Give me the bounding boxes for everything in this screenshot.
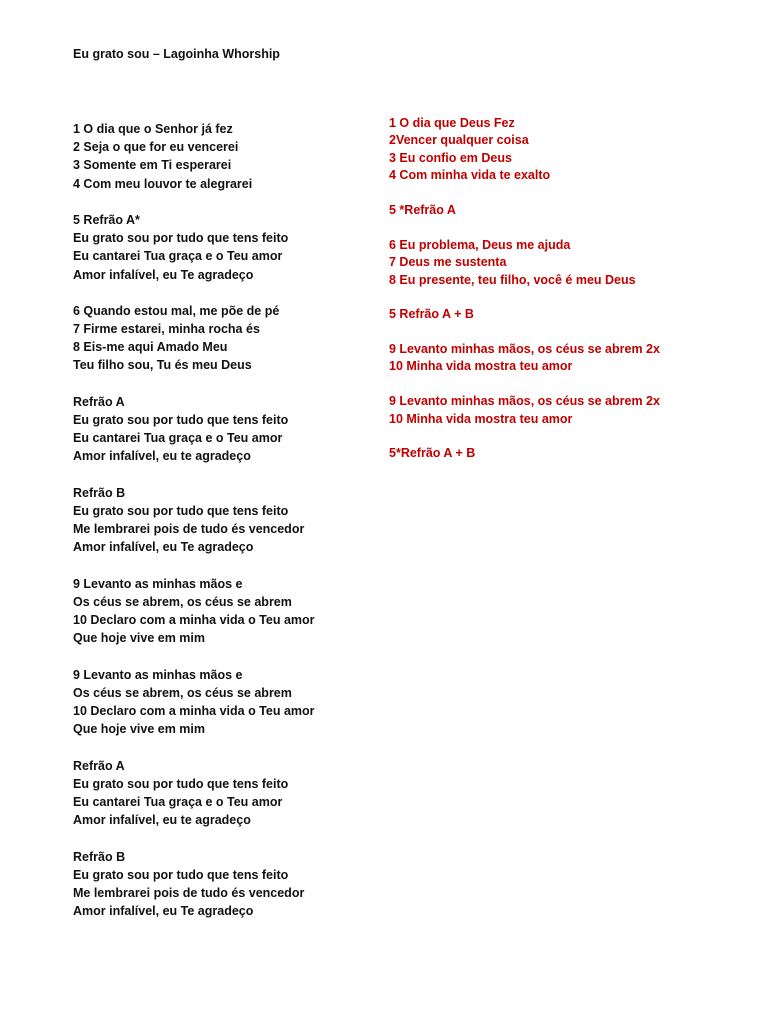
stanza-gap bbox=[389, 376, 660, 393]
stanza-gap bbox=[389, 219, 660, 236]
left-lyric-line: 8 Eis-me aqui Amado Meu bbox=[73, 340, 228, 355]
left-lyric-line: Eu cantarei Tua graça e o Teu amor bbox=[73, 431, 283, 446]
right-stanza bbox=[389, 237, 660, 289]
stanza-gap bbox=[389, 289, 660, 306]
left-lyric-line: Refrão A bbox=[73, 394, 125, 409]
left-lyric-line: Me lembrarei pois de tudo és vencedor bbox=[73, 885, 305, 900]
left-lyric-line: Teu filho sou, Tu és meu Deus bbox=[73, 358, 252, 373]
stanza-gap bbox=[73, 829, 315, 847]
left-lyric-line: 10 Declaro com a minha vida o Teu amor bbox=[73, 704, 315, 718]
right-lyric-line: 9 Levanto minhas mãos, os céus se abrem 2x bbox=[389, 394, 660, 409]
left-stanza bbox=[73, 484, 315, 557]
right-lyric-line: 6 Eu problema, Deus me ajuda bbox=[389, 237, 571, 252]
left-lyric-line: Amor infalível, eu Te agradeço bbox=[73, 904, 254, 919]
right-stanza bbox=[389, 306, 660, 323]
left-stanza bbox=[73, 120, 315, 193]
left-lyric-line: Eu grato sou por tudo que tens feito bbox=[73, 503, 289, 518]
left-lyric-line: Refrão B bbox=[73, 849, 126, 864]
left-stanza bbox=[73, 666, 315, 739]
left-lyric-line: Que hoje vive em mim bbox=[73, 631, 205, 646]
right-stanza bbox=[389, 115, 660, 185]
right-lyric-line: 8 Eu presente, teu filho, você é meu Deus bbox=[389, 272, 636, 287]
right-lyric-line: 2Vencer qualquer coisa bbox=[389, 133, 529, 148]
left-lyric-line: 9 Levanto as minhas mãos e bbox=[73, 576, 243, 591]
left-lyric-line: 5 Refrão A* bbox=[73, 212, 140, 227]
left-lyric-line: Me lembrarei pois de tudo és vencedor bbox=[73, 522, 305, 537]
left-stanza bbox=[73, 757, 315, 830]
stanza-gap bbox=[389, 324, 660, 341]
stanza-gap bbox=[389, 428, 660, 445]
right-lyric-line: 5 *Refrão A bbox=[389, 202, 456, 217]
right-lyric-line: 5*Refrão A + B bbox=[389, 446, 476, 461]
left-lyric-line: Eu cantarei Tua graça e o Teu amor bbox=[73, 794, 283, 809]
right-lyric-line: 10 Minha vida mostra teu amor bbox=[389, 411, 573, 426]
left-lyric-line: 2 Seja o que for eu vencerei bbox=[73, 140, 239, 155]
stanza-gap bbox=[73, 466, 315, 484]
right-stanza bbox=[389, 341, 660, 376]
left-lyric-line: Eu grato sou por tudo que tens feito bbox=[73, 776, 289, 791]
left-lyric-line: Eu cantarei Tua graça e o Teu amor bbox=[73, 249, 283, 264]
left-lyric-line: Refrão A bbox=[73, 758, 125, 773]
stanza-gap bbox=[73, 284, 315, 302]
stanza-gap bbox=[73, 557, 315, 575]
left-lyric-line: 4 Com meu louvor te alegrarei bbox=[73, 176, 253, 191]
document-title: Eu grato sou – Lagoinha Whorship bbox=[73, 47, 280, 61]
left-lyric-line: Amor infalível, eu Te agradeço bbox=[73, 267, 254, 282]
left-stanza bbox=[73, 575, 315, 648]
left-lyric-line: 7 Firme estarei, minha rocha és bbox=[73, 322, 260, 337]
left-lyric-line: 6 Quando estou mal, me põe de pé bbox=[73, 303, 280, 318]
left-stanza bbox=[73, 393, 315, 466]
stanza-gap bbox=[73, 647, 315, 665]
left-stanza bbox=[73, 302, 315, 375]
left-lyric-line: Que hoje vive em mim bbox=[73, 722, 205, 737]
stanza-gap bbox=[73, 193, 315, 211]
right-lyric-line: 1 O dia que Deus Fez bbox=[389, 116, 515, 130]
right-stanza bbox=[389, 393, 660, 428]
stanza-gap bbox=[73, 375, 315, 393]
lyrics-column-left bbox=[73, 120, 315, 920]
left-lyric-line: 9 Levanto as minhas mãos e bbox=[73, 667, 243, 682]
right-lyric-line: 5 Refrão A + B bbox=[389, 307, 474, 322]
left-stanza bbox=[73, 848, 315, 921]
stanza-gap bbox=[389, 185, 660, 202]
right-lyric-line: 3 Eu confio em Deus bbox=[389, 150, 512, 165]
left-lyric-line: 1 O dia que o Senhor já fez bbox=[73, 122, 233, 136]
left-lyric-line: Os céus se abrem, os céus se abrem bbox=[73, 594, 292, 609]
left-lyric-line: Amor infalível, eu te agradeço bbox=[73, 813, 251, 828]
right-stanza bbox=[389, 445, 660, 462]
right-lyric-line: 4 Com minha vida te exalto bbox=[389, 168, 551, 183]
lyrics-column-right bbox=[389, 115, 660, 463]
left-stanza bbox=[73, 211, 315, 284]
left-lyric-line: Eu grato sou por tudo que tens feito bbox=[73, 413, 289, 427]
right-lyric-line: 9 Levanto minhas mãos, os céus se abrem 2x bbox=[389, 342, 660, 357]
left-lyric-line: Eu grato sou por tudo que tens feito bbox=[73, 867, 289, 882]
left-lyric-line: Os céus se abrem, os céus se abrem bbox=[73, 685, 292, 700]
left-lyric-line: Amor infalível, eu te agradeço bbox=[73, 449, 251, 464]
left-lyric-line: Amor infalível, eu Te agradeço bbox=[73, 540, 254, 555]
right-lyric-line: 7 Deus me sustenta bbox=[389, 255, 507, 270]
left-lyric-line: Refrão B bbox=[73, 485, 126, 500]
stanza-gap bbox=[73, 738, 315, 756]
right-lyric-line: 10 Minha vida mostra teu amor bbox=[389, 359, 573, 374]
right-stanza bbox=[389, 202, 660, 219]
left-lyric-line: Eu grato sou por tudo que tens feito bbox=[73, 231, 289, 246]
left-lyric-line: 10 Declaro com a minha vida o Teu amor bbox=[73, 613, 315, 628]
left-lyric-line: 3 Somente em Ti esperarei bbox=[73, 158, 232, 173]
